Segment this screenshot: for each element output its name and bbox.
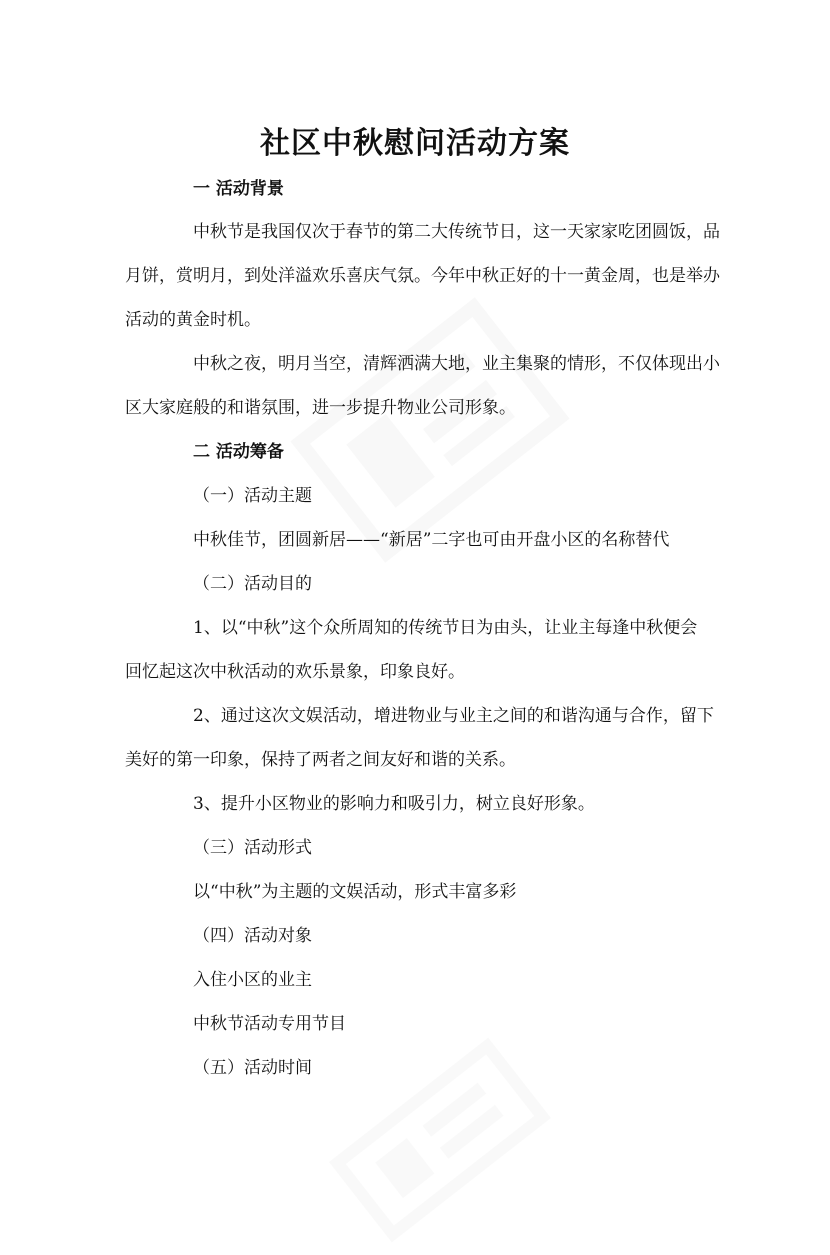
paragraph-line: 月饼，赏明月，到处洋溢欢乐喜庆气氛。今年中秋正好的十一黄金周，也是举办: [125, 266, 720, 286]
paragraph-line: 2、通过这次文娱活动，增进物业与业主之间的和谐沟通与合作，留下: [193, 706, 714, 726]
paragraph-line: 回忆起这次中秋活动的欢乐景象，印象良好。: [125, 662, 465, 682]
paragraph-line: 中秋佳节，团圆新居——“新居”二字也可由开盘小区的名称替代: [193, 530, 670, 550]
section-heading-preparation: 二 活动筹备: [193, 442, 284, 462]
paragraph-line: 入住小区的业主: [193, 970, 312, 990]
paragraph-line: 以“中秋”为主题的文娱活动，形式丰富多彩: [193, 882, 517, 902]
paragraph-line: 中秋之夜，明月当空，清辉洒满大地，业主集聚的情形，不仅体现出小: [193, 354, 720, 374]
paragraph-line: 美好的第一印象，保持了两者之间友好和谐的关系。: [125, 750, 516, 770]
subsection-heading-theme: （一）活动主题: [193, 486, 312, 506]
watermark-icon-secondary: [316, 1025, 563, 1255]
paragraph-line: 中秋节活动专用节目: [193, 1014, 346, 1034]
document-title: 社区中秋慰问活动方案: [260, 126, 570, 161]
subsection-heading-time: （五）活动时间: [193, 1058, 312, 1078]
subsection-heading-audience: （四）活动对象: [193, 926, 312, 946]
subsection-heading-format: （三）活动形式: [193, 838, 312, 858]
paragraph-line: 活动的黄金时机。: [125, 310, 261, 330]
section-heading-background: 一 活动背景: [193, 179, 284, 199]
paragraph-line: 1、以“中秋”这个众所周知的传统节日为由头，让业主每逢中秋便会: [193, 618, 698, 638]
subsection-heading-purpose: （二）活动目的: [193, 574, 312, 594]
paragraph-line: 中秋节是我国仅次于春节的第二大传统节日，这一天家家吃团圆饭，品: [193, 222, 720, 242]
paragraph-line: 3、提升小区物业的影响力和吸引力，树立良好形象。: [193, 794, 595, 814]
paragraph-line: 区大家庭般的和谐氛围，进一步提升物业公司形象。: [125, 398, 516, 418]
